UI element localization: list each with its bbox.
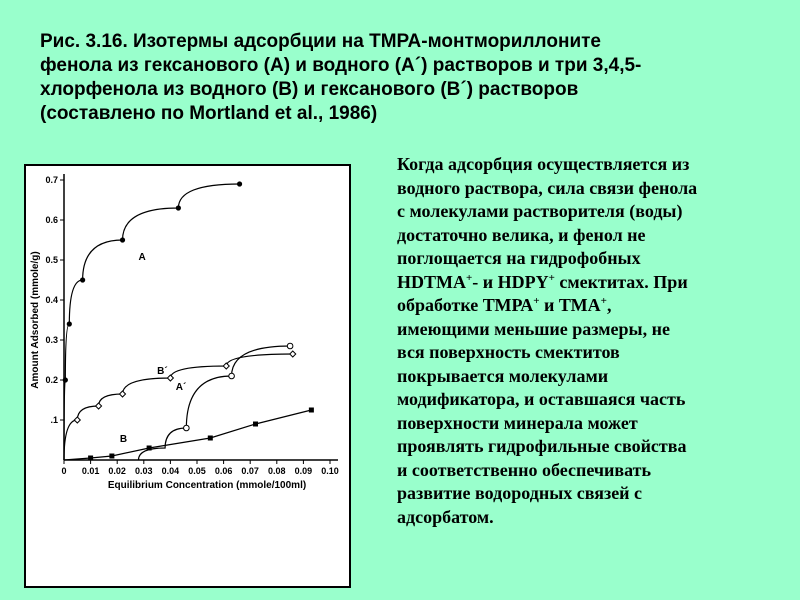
point-b-prime bbox=[96, 403, 102, 409]
point-b bbox=[109, 454, 114, 459]
series-label: A´ bbox=[175, 382, 187, 393]
series-label: A bbox=[138, 252, 146, 263]
x-tick-label: 0 bbox=[61, 466, 67, 476]
superscript: + bbox=[548, 271, 555, 284]
series-label: B bbox=[119, 434, 128, 445]
series-label: B´ bbox=[157, 366, 168, 377]
y-axis-label: Amount Adsorbed (mmole/g) bbox=[30, 251, 41, 389]
text-line: и соответственно обеспечивать bbox=[397, 459, 652, 480]
point-a bbox=[67, 321, 72, 326]
body-paragraph bbox=[397, 153, 782, 529]
point-a-prime bbox=[229, 373, 235, 379]
point-b bbox=[88, 456, 93, 461]
curve-a-prime bbox=[138, 346, 290, 460]
superscript: + bbox=[600, 295, 607, 307]
y-tick-label: 0.3 bbox=[45, 335, 58, 345]
point-a-prime bbox=[287, 343, 293, 349]
adsorption-isotherm-chart bbox=[26, 166, 349, 586]
x-tick-label: 0.03 bbox=[135, 466, 153, 476]
point-b bbox=[147, 446, 152, 451]
text-line: проявлять гидрофильные свойства bbox=[397, 436, 687, 456]
x-tick-label: 0.09 bbox=[294, 466, 313, 476]
text-line: Когда адсорбция осуществляется из bbox=[397, 154, 690, 174]
text-fragment: и ТМА bbox=[539, 295, 601, 315]
point-b-prime bbox=[167, 375, 173, 381]
y-tick-label: 0.5 bbox=[45, 255, 58, 265]
point-b bbox=[253, 422, 258, 427]
x-tick-label: 0.05 bbox=[188, 466, 206, 476]
point-b-prime bbox=[223, 363, 229, 369]
text-line: имеющими меньшие размеры, не bbox=[397, 318, 670, 339]
point-b-prime bbox=[290, 351, 296, 357]
figure-caption bbox=[40, 30, 775, 126]
superscript: + bbox=[533, 295, 540, 307]
text-line bbox=[397, 271, 782, 295]
text-line: вся поверхность смектитов bbox=[397, 342, 620, 362]
text-fragment: обработке ТМРА bbox=[397, 295, 534, 315]
x-tick-label: 0.07 bbox=[241, 466, 259, 476]
point-b bbox=[208, 436, 213, 441]
caption-line: Рис. 3.16. Изотермы адсорбции на ТМРА-монтмориллоните bbox=[40, 31, 601, 52]
point-a bbox=[176, 205, 181, 210]
text-fragment: смектитах. При bbox=[554, 271, 688, 292]
text-line: поверхности минерала может bbox=[397, 412, 638, 433]
y-tick-label: .1 bbox=[50, 415, 58, 425]
text-line: достаточно велика, и фенол не bbox=[397, 224, 646, 245]
text-fragment: , bbox=[606, 295, 612, 315]
x-tick-label: 0.02 bbox=[108, 466, 126, 476]
point-a-prime bbox=[184, 425, 190, 431]
superscript: + bbox=[466, 271, 473, 284]
x-tick-label: 0.08 bbox=[268, 466, 286, 476]
point-a bbox=[63, 377, 68, 382]
point-a bbox=[237, 181, 242, 186]
point-b-prime bbox=[120, 391, 126, 397]
line-b bbox=[64, 410, 311, 460]
text-line: развитие водородных связей с bbox=[397, 483, 643, 503]
x-tick-label: 0.06 bbox=[214, 466, 233, 476]
text-line: поглощается на гидрофобных bbox=[397, 248, 641, 268]
point-a bbox=[80, 277, 85, 282]
point-b-prime bbox=[74, 417, 80, 423]
x-axis-label: Equilibrium Concentration (mmole/100ml) bbox=[107, 480, 307, 491]
text-line: покрывается молекулами bbox=[397, 365, 609, 386]
y-tick-label: 0.6 bbox=[45, 215, 58, 225]
text-line: с молекулами растворителя (воды) bbox=[397, 201, 683, 221]
x-tick-label: 0.10 bbox=[321, 466, 339, 476]
curve-a bbox=[64, 184, 240, 460]
caption-line: фенола из гексанового (А) и водного (А´) растворов и три 3,4,5- bbox=[40, 55, 642, 76]
y-tick-label: 0.2 bbox=[45, 375, 58, 385]
text-line: водного раствора, сила связи фенола bbox=[397, 177, 698, 198]
text-fragment: HDTMA bbox=[397, 271, 466, 292]
x-tick-label: 0.01 bbox=[81, 466, 100, 476]
text-fragment: - и HDPY bbox=[472, 271, 549, 292]
y-tick-label: 0.4 bbox=[45, 295, 58, 305]
caption-line: хлорфенола из водного (В) и гексанового (В´) растворов bbox=[40, 79, 579, 100]
x-tick-label: 0.04 bbox=[161, 466, 180, 476]
point-b bbox=[309, 408, 314, 413]
caption-line: (составлено по Mortland et al., 1986) bbox=[40, 103, 378, 124]
y-tick-label: 0.7 bbox=[45, 175, 58, 185]
text-line: адсорбатом. bbox=[397, 506, 494, 527]
point-a bbox=[120, 237, 125, 242]
chart-panel bbox=[24, 164, 351, 588]
text-line bbox=[397, 294, 782, 318]
text-line: модификатора, и оставшаяся часть bbox=[397, 389, 686, 409]
